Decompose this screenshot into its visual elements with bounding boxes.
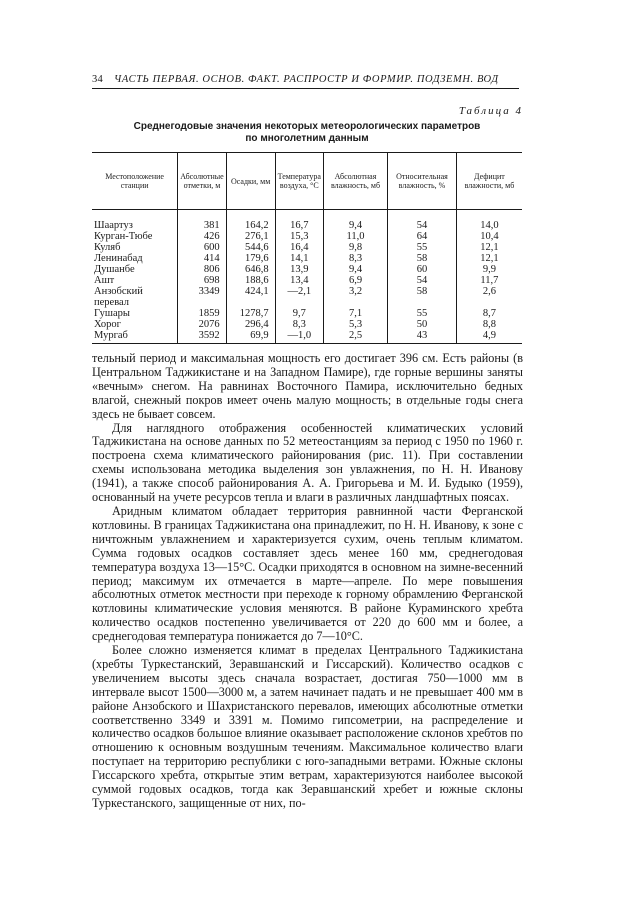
station-name-cell: Шаартуз: [94, 220, 133, 231]
table-cell: [275, 297, 323, 308]
header-station: Местоположение станции: [92, 153, 178, 210]
table-cell: 8,3: [323, 253, 387, 264]
table-cell: 6,9: [323, 275, 387, 286]
header-absolute-humidity: Абсолютная влажность, мб: [323, 153, 387, 210]
table-cell: 9,4: [323, 264, 387, 275]
table-cell: 13,4: [275, 275, 323, 286]
table-cell: 13,9: [275, 264, 323, 275]
table-cell: 1278,7: [226, 308, 275, 319]
body-text: [92, 352, 523, 811]
table-cell: 179,6: [226, 253, 275, 264]
table-cell: 9,9: [456, 264, 522, 275]
table-cell: 8,7: [456, 308, 522, 319]
header-precipitation: Осадки, мм: [226, 153, 275, 210]
running-head-title: ЧАСТЬ ПЕРВАЯ. ОСНОВ. ФАКТ. РАСПРОСТР И ФОРМИР. ПОДЗЕМН. ВОД: [114, 74, 499, 85]
table-title-line-2: по многолетним данным: [245, 133, 369, 144]
table-cell: 188,6: [226, 275, 275, 286]
table-row: [92, 297, 522, 308]
table-cell: 12,1: [456, 242, 522, 253]
table-cell: 5,3: [323, 319, 387, 330]
table-cell: [226, 297, 275, 308]
table-cell: 11,0: [323, 231, 387, 242]
table-cell: 10,4: [456, 231, 522, 242]
table-cell: [388, 297, 457, 308]
table-cell: 276,1: [226, 231, 275, 242]
table-cell: 11,7: [456, 275, 522, 286]
station-name-cell: Хорог: [94, 319, 121, 330]
table-row: [92, 308, 522, 319]
page-number: 34: [92, 74, 103, 85]
station-name-cell: Курган-Тюбе: [94, 231, 153, 242]
table-row: [92, 231, 522, 242]
table-cell: 43: [388, 330, 457, 344]
table-cell: 58: [388, 253, 457, 264]
table-cell: [456, 297, 522, 308]
table-spacer-row: [92, 210, 522, 221]
table-row: [92, 220, 522, 231]
header-elevation: Абсолютные отметки, м: [178, 153, 226, 210]
header-humidity-deficit: Дефицит влажности, мб: [456, 153, 522, 210]
table-cell: 9,8: [323, 242, 387, 253]
table-cell: 58: [388, 286, 457, 297]
table-cell: 54: [388, 220, 457, 231]
station-name-cell: перевал: [94, 297, 130, 308]
meteorological-table: [92, 152, 522, 344]
table-cell: 15,3: [275, 231, 323, 242]
table-cell: 12,1: [456, 253, 522, 264]
table-cell: 16,4: [275, 242, 323, 253]
running-head: [92, 74, 519, 89]
table-cell: [323, 297, 387, 308]
header-relative-humidity: Относительная влажность, %: [388, 153, 457, 210]
table-cell: 414: [178, 253, 226, 264]
table-cell: 3349: [178, 286, 226, 297]
table-cell: 55: [388, 308, 457, 319]
table-row: [92, 330, 522, 344]
table-cell: 806: [178, 264, 226, 275]
table-cell: 296,4: [226, 319, 275, 330]
table-cell: 2076: [178, 319, 226, 330]
station-name-cell: Куляб: [94, 242, 121, 253]
station-name-cell: Анзобский: [94, 286, 143, 297]
station-name-cell: Мургаб: [92, 330, 178, 344]
table-label: Таблица 4: [458, 105, 523, 117]
table-cell: 426: [178, 231, 226, 242]
table-cell: 8,3: [275, 319, 323, 330]
table-cell: 698: [178, 275, 226, 286]
table-cell: 54: [388, 275, 457, 286]
table-cell: 2,5: [323, 330, 387, 344]
table-cell: 55: [388, 242, 457, 253]
table-cell: 60: [388, 264, 457, 275]
table-cell: 600: [178, 242, 226, 253]
table-title: [92, 121, 522, 145]
table-title-line-1: Среднегодовые значения некоторых метеорологических параметров: [133, 121, 481, 132]
table-cell: —1,0: [275, 330, 323, 344]
table-cell: 14,0: [456, 220, 522, 231]
table-cell: 7,1: [323, 308, 387, 319]
paragraph: Более сложно изменяется климат в пределах Центрального Таджикистана (хребты Туркестанский, Зеравшанский и Гиссарский). Количество осадков с увеличением высоты здесь сначала возрастает, достигая 750—1000 мм в интервале высот 1500—3000 м, а затем начинает падать и не превышает 400 мм в районе Анзобского и Шахристанского перевалов, имеющих абсолютные отметки соответственно 3349 и 3391 м. Помимо гипсометрии, на распределение и количество осадков большое влияние оказывает расположение склонов хребтов по отношению к основным воздушным течениям. Максимальное количество влаги поступает на территорию республики с юго-западными ветрами. Южные склоны Гиссарского хребта, открытые этим ветрам, характеризуются наиболее высокой суммой годовых осадков, тогда как Зеравшанский хребет и южные склоны Туркестанского, защищенные от них, по-: [92, 643, 523, 810]
table-body: [92, 210, 522, 344]
station-name-cell: Гушары: [94, 308, 130, 319]
table-row: [92, 286, 522, 297]
header-temperature: Температура воздуха, °С: [275, 153, 323, 210]
table-cell: 424,1: [226, 286, 275, 297]
table-cell: [178, 297, 226, 308]
table-row: [92, 275, 522, 286]
table-cell: 3,2: [323, 286, 387, 297]
table-cell: 2,6: [456, 286, 522, 297]
table-cell: 1859: [178, 308, 226, 319]
table-cell: 3592: [178, 330, 226, 344]
table-cell: 69,9: [226, 330, 275, 344]
table-cell: 164,2: [226, 220, 275, 231]
table-cell: 4,9: [456, 330, 522, 344]
table-row: [92, 242, 522, 253]
table-cell: 646,8: [226, 264, 275, 275]
table-cell: 64: [388, 231, 457, 242]
station-name-cell: Душанбе: [94, 264, 135, 275]
table-cell: 9,4: [323, 220, 387, 231]
paragraph: Для наглядного отображения особенностей климатических условий Таджикистана на основе данных по 52 метеостанциям за период с 1950 по 1960 г. построена схема климатического районирования (рис. 11). При составлении схемы использована методика выделения зон увлажнения, по Н. Н. Иванову (1941), а также способ районирования А. А. Григорьева и М. И. Будыко (1959), основанный на учете ресурсов тепла и влаги в различных ландшафтных поясах.: [92, 420, 523, 505]
table-cell: 16,7: [275, 220, 323, 231]
table-cell: 8,8: [456, 319, 522, 330]
table-cell: 14,1: [275, 253, 323, 264]
table-cell: 381: [178, 220, 226, 231]
table-cell: 544,6: [226, 242, 275, 253]
table-row: [92, 264, 522, 275]
station-name-cell: Ленинабад: [94, 253, 143, 264]
table-cell: 50: [388, 319, 457, 330]
station-name-cell: Ашт: [94, 275, 115, 286]
table-header-row: [92, 153, 522, 210]
paragraph: тельный период и максимальная мощность его достигает 396 см. Есть районы (в Центральном Таджикистане и на Западном Памире), где горные вершины заняты «вечным» снегом. На равнинах Восточного Памира, исключительно бедных влагой, снежный покров имеет очень малую мощность; в отдельные годы снега здесь не бывает совсем.: [92, 351, 523, 421]
table-cell: 9,7: [275, 308, 323, 319]
paragraph: Аридным климатом обладает территория равнинной части Ферганской котловины. В границах Таджикистана она принадлежит, по Н. Н. Иванову, к зоне с ничтожным увлажнением и характеризуется сухим, очень теплым климатом. Сумма годовых осадков составляет здесь менее 160 мм, среднегодовая температура воздуха 13—15°С. Осадки приходятся в основном на зимне-весенний период; максимум их отмечается в марте—апреле. По мере повышения абсолютных отметок местности при переходе к горному обрамлению Ферганской котловины климатические условия меняются. В районе Кураминского хребта количество осадков постепенно увеличивается от 220 до 600 мм и более, а среднегодовая температура понижается до 7—10°С.: [92, 503, 523, 644]
table-row: [92, 319, 522, 330]
table-cell: —2,1: [275, 286, 323, 297]
table-row: [92, 253, 522, 264]
